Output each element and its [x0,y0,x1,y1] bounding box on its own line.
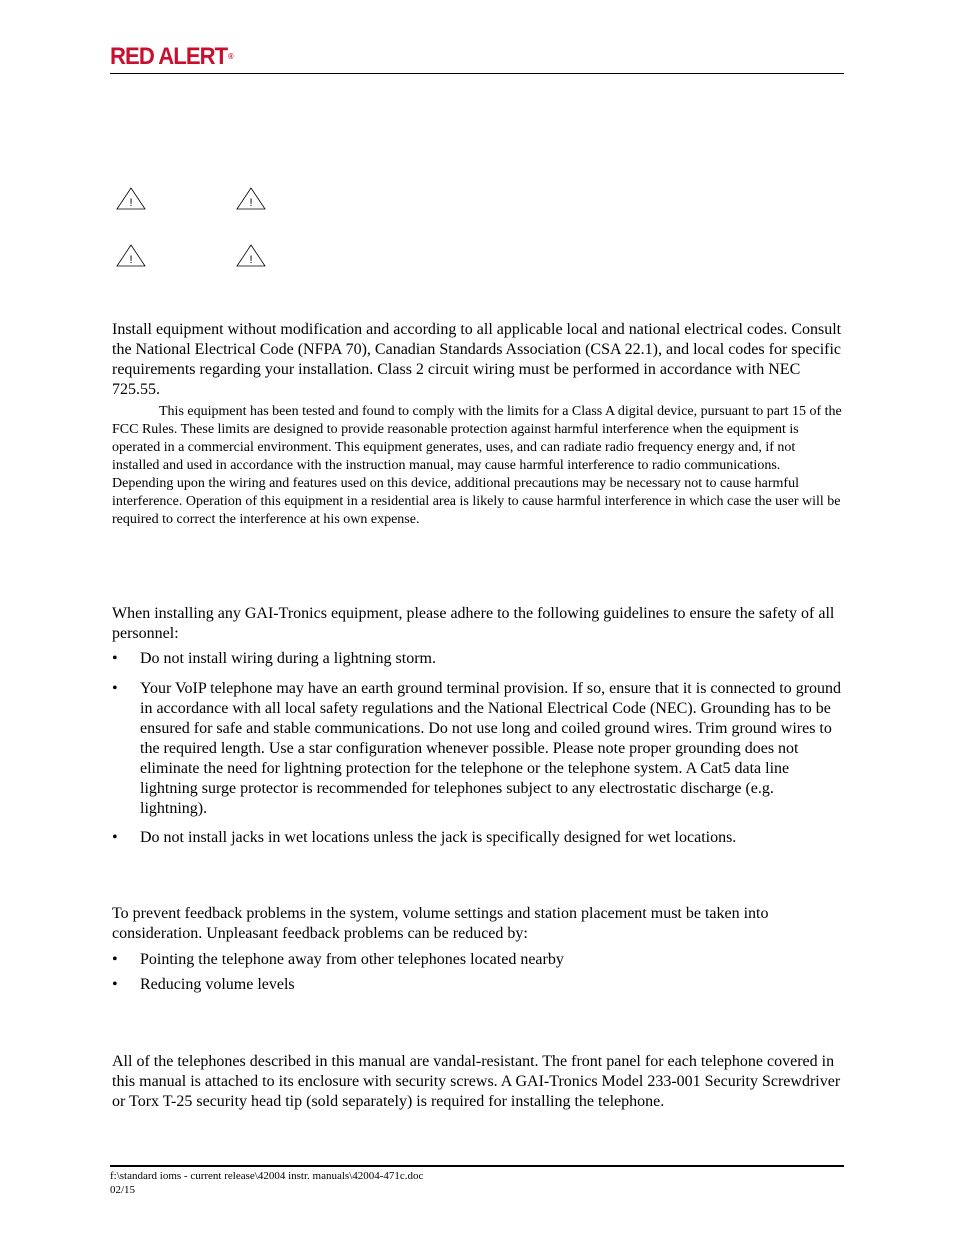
vandal-resistance-paragraph: All of the telephones described in this manual are vandal-resistant. The front panel for each telephone covered in this manual is attached to its enclosure with security screws. A GAI-Tronics Model 233-001 Security Screwdriver or Torx T-25 security head tip (sold separately) is required for installing the telephone. [112,1053,841,1110]
footer-file-path: f:\standard ioms - current release\42004 instr. manuals\42004-471c.doc [110,1170,424,1182]
warning-triangle-icon [116,187,146,211]
warning-triangle-icon [236,244,266,268]
installation-paragraph: Install equipment without modification and according to all applicable local and national electrical codes. Consult the National Electrical Code (NFPA 70), Canadian Standards Association (CSA 22.1), and local codes for specific requirements regarding your installation. Class 2 circuit wiring must be performed in accordance with NEC 725.55. [112,321,842,398]
fcc-compliance-note: This equipment has been tested and found to comply with the limits for a Class A digital device, pursuant to part 15 of the FCC Rules. These limits are designed to provide reasonable protection against harmful interference when the equipment is operated in a commercial environment. This equipment generates, uses, and can radiate radio frequency energy and, if not installed and used in accordance with the instruction manual, may cause harmful interference to radio communications. Depending upon the wiring and features used on this device, additional precautions may be necessary not to cause harmful interference. Operation of this equipment in a residential area is likely to cause harmful interference in which case the user will be required to correct the interference at his own expense. [112,404,842,527]
logo-text: RED ALERT [110,43,228,70]
red-alert-logo [110,44,234,70]
feedback-bullet-list [112,950,844,995]
list-item: • Your VoIP telephone may have an earth ground terminal provision. If so, ensure that it is connected to ground in accordance with all local safety regulations and the National Electrical Code (NEC). Grounding has to be ensured for safe and stable communications. Do not use long and coiled ground wires. Trim ground wires to the required length. Use a star configuration whenever possible. Please note proper grounding does not eliminate the need for lightning protection for the telephone or the telephone system. A Cat5 data line lightning surge protector is recommended for telephones subject to any electrostatic discharge (e.g. lightning). [112,680,842,817]
safety-intro: When installing any GAI-Tronics equipment, please adhere to the following guidelines to ensure the safety of all personnel: [112,605,835,642]
warning-triangle-icon [236,187,266,211]
footer-rule [110,1165,844,1167]
list-item: • Do not install jacks in wet locations unless the jack is specifically designed for wet locations. [112,829,737,846]
list-item: • Pointing the telephone away from other telephones located nearby [112,951,564,968]
bullet-icon: • [112,976,118,993]
header-rule [110,73,844,74]
bullet-icon: • [112,680,118,697]
logo-trademark: ® [228,52,234,61]
footer [110,1169,423,1197]
list-item: • Do not install wiring during a lightning storm. [112,650,436,667]
svg-text:!: ! [129,197,133,209]
svg-text:!: ! [249,254,253,266]
bullet-icon: • [112,829,118,846]
warning-triangle-icon [116,244,146,268]
footer-date: 02/15 [110,1184,136,1196]
bullet-icon: • [112,650,118,667]
safety-bullet-list [112,649,844,848]
bullet-icon: • [112,951,118,968]
svg-text:!: ! [129,254,133,266]
list-item: • Reducing volume levels [112,976,295,993]
svg-text:!: ! [249,197,253,209]
feedback-intro: To prevent feedback problems in the system, volume settings and station placement must be taken into consideration. Unpleasant feedback problems can be reduced by: [112,905,769,942]
